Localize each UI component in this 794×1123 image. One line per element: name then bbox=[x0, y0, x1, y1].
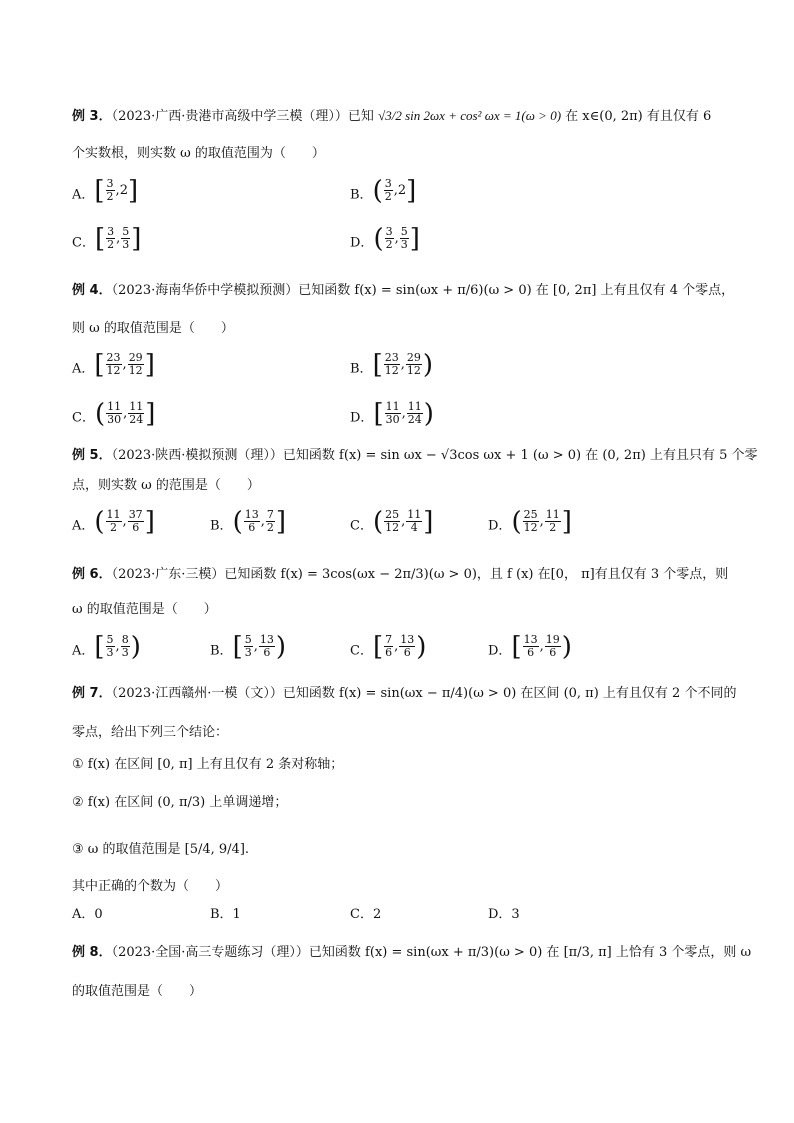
option-b bbox=[210, 506, 287, 537]
interval: [ $\frac{3}{2}$ , 2 ] bbox=[94, 175, 139, 206]
ex3-line2: 个实数根，则实数 ω 的取值范围为（ ） bbox=[72, 146, 325, 161]
fraction: $\frac{11}{30}$ bbox=[107, 400, 122, 426]
fraction: $\frac{13}{6}$ bbox=[244, 508, 259, 534]
fraction: $\frac{11}{24}$ bbox=[129, 400, 144, 426]
ex7-conclusion-3: ③ ω 的取值范围是 [5/4, 9/4]. bbox=[72, 842, 250, 857]
option-letter: A． bbox=[72, 187, 95, 203]
option-d bbox=[488, 506, 572, 537]
ex7-line2: 零点，给出下列三个结论： bbox=[72, 725, 229, 740]
ex8-line1 bbox=[72, 943, 751, 963]
ex6-text: （2023·广东·三模）已知函数 f(x) = 3cos(ωx − 2π/3)(ω > 0)，且 f (x) 在[0， π]有且仅有 3 个零点，则 bbox=[111, 567, 729, 582]
fraction: $\frac{11}{4}$ bbox=[407, 508, 422, 534]
option-letter: B． bbox=[350, 187, 373, 203]
interval: [ $\frac{11}{30}$ , $\frac{11}{24}$ ) bbox=[373, 398, 434, 429]
fraction: $\frac{23}{12}$ bbox=[384, 351, 399, 377]
option-d bbox=[488, 631, 572, 662]
interval: [ $\frac{23}{12}$ , $\frac{29}{12}$ ) bbox=[372, 349, 434, 380]
ex5-line2: 点，则实数 ω 的范围是（ ） bbox=[72, 478, 260, 493]
option-d bbox=[350, 398, 434, 429]
interval: ( $\frac{3}{2}$ , $\frac{5}{3}$ ] bbox=[373, 223, 420, 254]
ex6-line2: ω 的取值范围是（ ） bbox=[72, 602, 217, 617]
ex3-source: （2023·广西·贵港市高级中学三模（理））已知 bbox=[111, 109, 374, 124]
option-a bbox=[72, 349, 155, 380]
option-b bbox=[210, 631, 287, 662]
fraction: $\frac{5}{3}$ bbox=[244, 633, 252, 659]
ex7-conclusion-2: ② f(x) 在区间 (0, π/3) 上单调递增； bbox=[72, 795, 288, 810]
fraction: $\frac{25}{12}$ bbox=[523, 508, 538, 534]
fraction: $\frac{5}{3}$ bbox=[400, 225, 408, 251]
fraction: $\frac{3}{2}$ bbox=[384, 177, 392, 203]
ex3-equation: √3/2 sin 2ωx + cos² ωx = 1(ω > 0) bbox=[378, 108, 562, 123]
fraction: $\frac{7}{6}$ bbox=[385, 633, 393, 659]
interval: ( $\frac{25}{12}$ , $\frac{11}{4}$ ] bbox=[372, 506, 434, 537]
fraction: $\frac{8}{3}$ bbox=[121, 633, 129, 659]
fraction: $\frac{23}{12}$ bbox=[106, 351, 121, 377]
interval: [ $\frac{7}{6}$ , $\frac{13}{6}$ ) bbox=[372, 631, 427, 662]
interval: [ $\frac{13}{6}$ , $\frac{19}{6}$ ) bbox=[511, 631, 572, 662]
fraction: $\frac{3}{2}$ bbox=[106, 177, 114, 203]
option-a bbox=[72, 631, 141, 662]
ex5-text: （2023·陕西·模拟预测（理））已知函数 f(x) = sin ωx − √3cos ωx + 1 (ω > 0) 在 (0, 2π) 上有且只有 5 个零 bbox=[111, 448, 758, 463]
ex7-option-d: D．3 bbox=[488, 907, 520, 922]
fraction: $\frac{3}{2}$ bbox=[107, 225, 115, 251]
option-letter: B． bbox=[350, 361, 373, 377]
option-letter: C． bbox=[72, 410, 95, 426]
ex7-line1 bbox=[72, 684, 736, 704]
ex4-line2: 则 ω 的取值范围是（ ） bbox=[72, 321, 234, 336]
fraction: $\frac{11}{24}$ bbox=[407, 400, 422, 426]
option-letter: A． bbox=[72, 361, 95, 377]
option-a bbox=[72, 506, 155, 537]
interval: ( $\frac{11}{30}$ , $\frac{11}{24}$ ] bbox=[94, 398, 156, 429]
interval: ( $\frac{11}{2}$ , $\frac{37}{6}$ ] bbox=[94, 506, 155, 537]
ex3-tail: 在 x∈(0, 2π) 有且仅有 6 bbox=[565, 109, 712, 124]
option-letter: C． bbox=[72, 235, 95, 251]
fraction: $\frac{13}{6}$ bbox=[400, 633, 415, 659]
ex5-label: 例 5． bbox=[72, 448, 112, 463]
interval: [ $\frac{5}{3}$ , $\frac{13}{6}$ ) bbox=[232, 631, 287, 662]
option-letter: D． bbox=[350, 410, 374, 426]
fraction: $\frac{5}{3}$ bbox=[106, 633, 114, 659]
ex8-text: （2023·全国·高三专题练习（理））已知函数 f(x) = sin(ωx + π/3)(ω > 0) 在 [π/3, π] 上恰有 3 个零点，则 ω bbox=[111, 945, 752, 960]
option-d bbox=[350, 223, 420, 254]
ex5-line1 bbox=[72, 446, 757, 466]
ex4-text: （2023·海南华侨中学模拟预测）已知函数 f(x) = sin(ωx + π/6)(ω > 0) 在 [0, 2π] 上有且仅有 4 个零点， bbox=[111, 283, 735, 298]
ex3-label: 例 3． bbox=[72, 109, 112, 124]
ex4-line1 bbox=[72, 281, 734, 301]
fraction: $\frac{11}{2}$ bbox=[545, 508, 560, 534]
option-c bbox=[350, 506, 434, 537]
option-b bbox=[350, 175, 417, 206]
ex7-text: （2023·江西赣州·一模（文））已知函数 f(x) = sin(ωx − π/4)(ω > 0) 在区间 (0, π) 上有且仅有 2 个不同的 bbox=[111, 686, 737, 701]
interval: ( $\frac{13}{6}$ , $\frac{7}{2}$ ] bbox=[232, 506, 287, 537]
interval: ( $\frac{25}{12}$ , $\frac{11}{2}$ ] bbox=[511, 506, 572, 537]
option-letter: D． bbox=[350, 235, 374, 251]
ex8-line2: 的取值范围是（ ） bbox=[72, 984, 203, 999]
ex7-option-b: B．1 bbox=[210, 907, 241, 922]
fraction: $\frac{13}{6}$ bbox=[523, 633, 538, 659]
option-letter: D． bbox=[488, 643, 512, 659]
interval: [ $\frac{5}{3}$ , $\frac{8}{3}$ ) bbox=[94, 631, 141, 662]
ex7-label: 例 7． bbox=[72, 686, 112, 701]
option-c bbox=[350, 631, 427, 662]
ex7-question: 其中正确的个数为（ ） bbox=[72, 879, 229, 894]
fraction: $\frac{19}{6}$ bbox=[545, 633, 560, 659]
ex6-line1 bbox=[72, 565, 728, 585]
ex8-label: 例 8． bbox=[72, 945, 112, 960]
fraction: $\frac{11}{30}$ bbox=[385, 400, 400, 426]
option-c bbox=[72, 398, 156, 429]
fraction: $\frac{5}{3}$ bbox=[122, 225, 130, 251]
ex4-label: 例 4． bbox=[72, 283, 112, 298]
ex3-line1 bbox=[72, 106, 711, 127]
fraction: $\frac{29}{12}$ bbox=[406, 351, 421, 377]
interval: [ $\frac{23}{12}$ , $\frac{29}{12}$ ] bbox=[94, 349, 155, 380]
fraction: $\frac{3}{2}$ bbox=[385, 225, 393, 251]
option-letter: C． bbox=[350, 643, 373, 659]
fraction: $\frac{29}{12}$ bbox=[128, 351, 143, 377]
fraction: $\frac{25}{12}$ bbox=[385, 508, 400, 534]
ex7-conclusion-1: ① f(x) 在区间 [0, π] 上有且仅有 2 条对称轴； bbox=[72, 757, 344, 772]
fraction: $\frac{37}{6}$ bbox=[128, 508, 143, 534]
ex7-option-c: C．2 bbox=[350, 907, 382, 922]
option-letter: B． bbox=[210, 643, 233, 659]
interval: ( $\frac{3}{2}$ , 2 ] bbox=[372, 175, 417, 206]
option-letter: A． bbox=[72, 518, 95, 534]
option-c bbox=[72, 223, 142, 254]
ex6-label: 例 6． bbox=[72, 567, 112, 582]
option-letter: A． bbox=[72, 643, 95, 659]
option-letter: D． bbox=[488, 518, 512, 534]
option-letter: C． bbox=[350, 518, 373, 534]
option-letter: B． bbox=[210, 518, 233, 534]
fraction: $\frac{7}{2}$ bbox=[266, 508, 274, 534]
ex7-option-a: A．0 bbox=[72, 907, 103, 922]
interval: [ $\frac{3}{2}$ , $\frac{5}{3}$ ] bbox=[94, 223, 142, 254]
option-a bbox=[72, 175, 139, 206]
fraction: $\frac{13}{6}$ bbox=[259, 633, 274, 659]
option-b bbox=[350, 349, 434, 380]
fraction: $\frac{11}{2}$ bbox=[106, 508, 121, 534]
